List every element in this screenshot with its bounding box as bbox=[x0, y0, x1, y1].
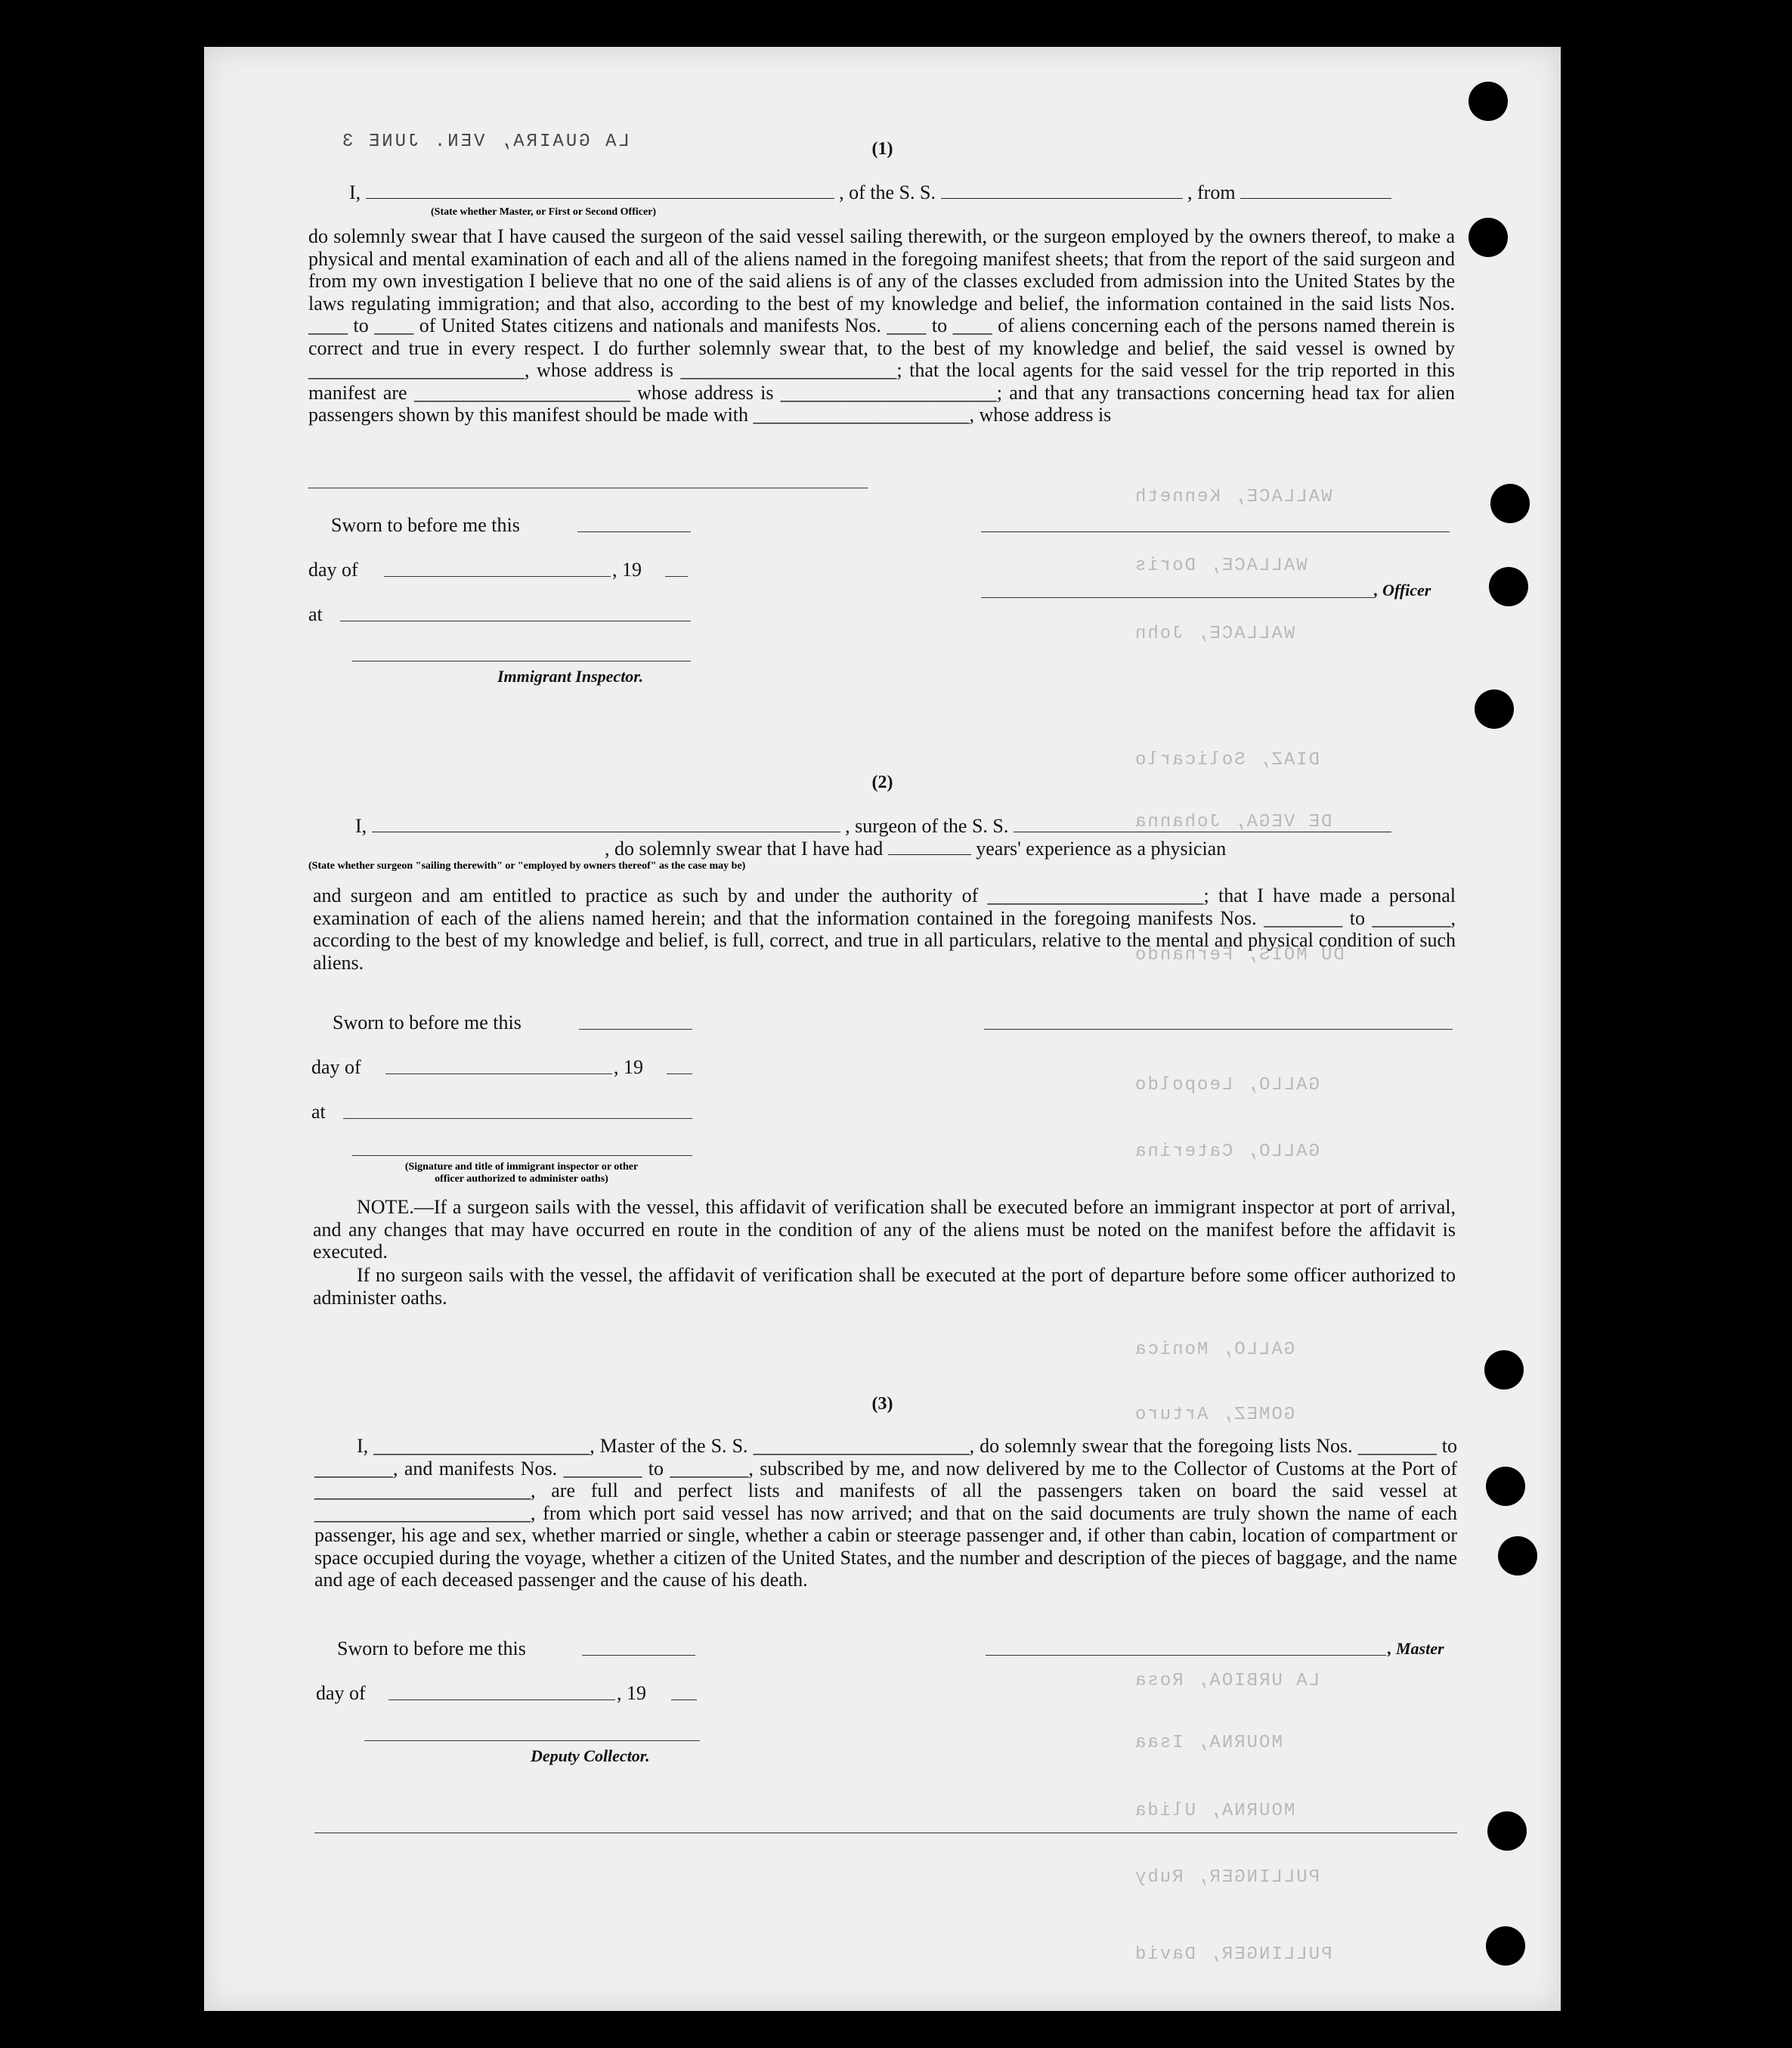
day-of-label-1: day of bbox=[308, 559, 358, 581]
year-line-1 bbox=[665, 576, 688, 577]
bleed-name: WALLACE, Doris bbox=[1134, 556, 1308, 576]
section-1-declaration-line bbox=[349, 181, 1657, 204]
section-1-paragraph: do solemnly swear that I have caused the surgeon of the said vessel sailing therewith, or the surgeon employed by the owners thereof, to make a physical and mental examination of each and all of the aliens named in the foregoing manifest sheets; that from the report of the said surgeon and from my own investigation I believe that no one of the said aliens is of any of the classes excluded from admission into the United States by the laws regulating immigration; and that also, according to the best of my knowledge and belief, the information contained in the said lists Nos. ____ to ____ of United States citizens and nationals and manifests Nos. ____ to ____ of aliens concerning each of the persons named therein is correct and true in every respect. I do further solemnly swear that, to the best of my knowledge and belief, the said vessel is owned by ______________________, whose address is ______________________; that the local agents for the said vessel for the trip reported in this manifest are ______________________ whose address is ______________________; and that any transactions concerning head tax for alien passengers shown by this manifest should be made with ______________________, whose address is bbox=[308, 225, 1455, 426]
day-line-3 bbox=[388, 1699, 615, 1700]
binder-hole bbox=[1487, 1811, 1527, 1851]
binder-hole bbox=[1489, 567, 1528, 606]
bleed-name: GOMEZ, Arturo bbox=[1134, 1405, 1295, 1425]
at-line-2 bbox=[343, 1118, 692, 1119]
section-2-line-2 bbox=[605, 838, 1738, 860]
sworn-label-3: Sworn to before me this bbox=[337, 1637, 526, 1659]
bleed-name: LA URBIOA, Rosa bbox=[1134, 1671, 1320, 1691]
section-1-number: (1) bbox=[871, 139, 893, 159]
at-label-1: at bbox=[308, 603, 323, 625]
signature-line-inspector bbox=[352, 1155, 692, 1156]
master-officer-note: (State whether Master, or First or Second Officer) bbox=[431, 206, 657, 218]
bleed-name: PULLINGER, David bbox=[1134, 1944, 1332, 1965]
section-2-number: (2) bbox=[871, 773, 893, 792]
year-label-2: , 19 bbox=[614, 1056, 643, 1078]
label-i-2: I, bbox=[355, 815, 367, 837]
binder-hole bbox=[1486, 1467, 1525, 1506]
bleed-name: GALLO, Monica bbox=[1134, 1340, 1295, 1360]
label-i: I, bbox=[349, 181, 361, 203]
bleed-name: GALLO, Caterina bbox=[1134, 1142, 1320, 1162]
officer-signature-line bbox=[981, 531, 1450, 532]
surgeon-note: (State whether surgeon "sailing therewith" or "employed by owners thereof" as the case may be) bbox=[308, 860, 746, 872]
section-3-number: (3) bbox=[871, 1394, 893, 1414]
collector-line bbox=[364, 1740, 700, 1741]
year-label-1: , 19 bbox=[612, 559, 642, 581]
sworn-line-1 bbox=[577, 531, 691, 532]
sworn-label-1: Sworn to before me this bbox=[331, 514, 520, 536]
note-paragraph-1: NOTE.—If a surgeon sails with the vessel, this affidavit of verification shall be executed before an immigrant inspector at port of arrival, and any changes that may have occurred en route in the condition of any of the aliens must be noted on the manifest before the affidavit is executed. bbox=[313, 1196, 1456, 1263]
sworn-line-2 bbox=[579, 1029, 692, 1030]
signature-title-note: (Signature and title of immigrant inspector or other officer authorized to administer oaths) bbox=[404, 1161, 639, 1185]
master-title: , Master bbox=[1388, 1639, 1444, 1658]
year-line-3 bbox=[671, 1699, 697, 1700]
bleed-name: DE VEGA, Johanna bbox=[1134, 812, 1332, 832]
officer-title: , Officer bbox=[1374, 581, 1431, 600]
section-3-paragraph: I, ______________________, Master of the S. S. ______________________, do solemnly swear that the foregoing lists Nos. ________ to ________, and manifests Nos. ________ to ________, subscribed by me, and now delivered by me to the Collector of Customs at the Port of ______________________, are full and perfect lists and manifests of all the passengers taken on board the said vessel at ______________________, from which port said vessel has now arrived; and that on the said documents are truly shown the name of each passenger, his age and sex, whether married or single, whether a cabin or steerage passenger and, if other than cabin, location of compartment or space occupied during the voyage, whether a citizen of the United States, and the number and description of the pieces of baggage, and the name and age of each deceased passenger and the cause of his death. bbox=[314, 1435, 1457, 1591]
bleed-name: PULLINGER, Ruby bbox=[1134, 1867, 1320, 1888]
day-of-label-2: day of bbox=[311, 1056, 361, 1078]
bleed-name: MOURNA, Ulida bbox=[1134, 1801, 1295, 1821]
master-signature-line bbox=[986, 1655, 1386, 1656]
bleed-name: WALLACE, John bbox=[1134, 624, 1295, 644]
binder-hole bbox=[1469, 82, 1508, 121]
bleed-name: DU MOIS, Fernando bbox=[1134, 945, 1345, 965]
binder-hole bbox=[1490, 484, 1530, 523]
header-stamp: LA GUAIRA, VEN. JUNE 3 bbox=[340, 132, 630, 152]
surgeon-name-field[interactable] bbox=[372, 818, 840, 832]
binder-hole bbox=[1484, 1350, 1524, 1390]
sworn-line-3 bbox=[582, 1655, 695, 1656]
vessel-name-field[interactable] bbox=[941, 184, 1183, 199]
binder-hole bbox=[1498, 1536, 1537, 1576]
label-do-swear: , do solemnly swear that I have had bbox=[605, 838, 884, 860]
day-of-label-3: day of bbox=[316, 1682, 366, 1704]
section-2-line-1 bbox=[355, 815, 1663, 838]
bleed-name: MOURNA, Isaa bbox=[1134, 1733, 1283, 1753]
from-port-field[interactable] bbox=[1240, 184, 1391, 199]
note-paragraph-2: If no surgeon sails with the vessel, the affidavit of verification shall be executed at the port of departure before some officer authorized to administer oaths. bbox=[313, 1264, 1456, 1309]
surgeon-vessel-field[interactable] bbox=[1014, 818, 1391, 832]
signature-line-2 bbox=[984, 1029, 1453, 1030]
officer-line bbox=[981, 597, 1374, 598]
label-surgeon: , surgeon of the S. S. bbox=[845, 815, 1009, 837]
binder-hole bbox=[1486, 1926, 1525, 1966]
label-of-ss: , of the S. S. bbox=[839, 181, 936, 203]
binder-hole bbox=[1469, 218, 1508, 257]
section-2-paragraph: and surgeon and am entitled to practice as such by and under the authority of ______________________; that I have made a personal examination of each of the aliens named herein; and that the information contained in the foregoing manifests Nos. ________ to ________, according to the best of my knowledge and belief, is full, correct, and true in all particulars, relative to the mental and physical condition of such aliens. bbox=[313, 885, 1456, 974]
years-field[interactable] bbox=[888, 841, 971, 855]
bleed-name: WALLACE, Kenneth bbox=[1134, 487, 1332, 507]
sworn-label-2: Sworn to before me this bbox=[333, 1012, 522, 1033]
collector-title: Deputy Collector. bbox=[531, 1746, 650, 1765]
inspector-title: Immigrant Inspector. bbox=[497, 667, 644, 686]
bleed-name: DIAZ, Solicarlo bbox=[1134, 750, 1320, 770]
document-page bbox=[204, 47, 1561, 2011]
binder-hole bbox=[1475, 689, 1514, 729]
officer-name-field[interactable] bbox=[366, 184, 834, 199]
label-from: , from bbox=[1187, 181, 1236, 203]
day-line-1 bbox=[384, 576, 611, 577]
bleed-name: GALLO, Leopoldo bbox=[1134, 1075, 1320, 1095]
year-label-3: , 19 bbox=[617, 1682, 646, 1704]
at-label-2: at bbox=[311, 1101, 326, 1123]
label-years: years' experience as a physician bbox=[976, 838, 1227, 860]
